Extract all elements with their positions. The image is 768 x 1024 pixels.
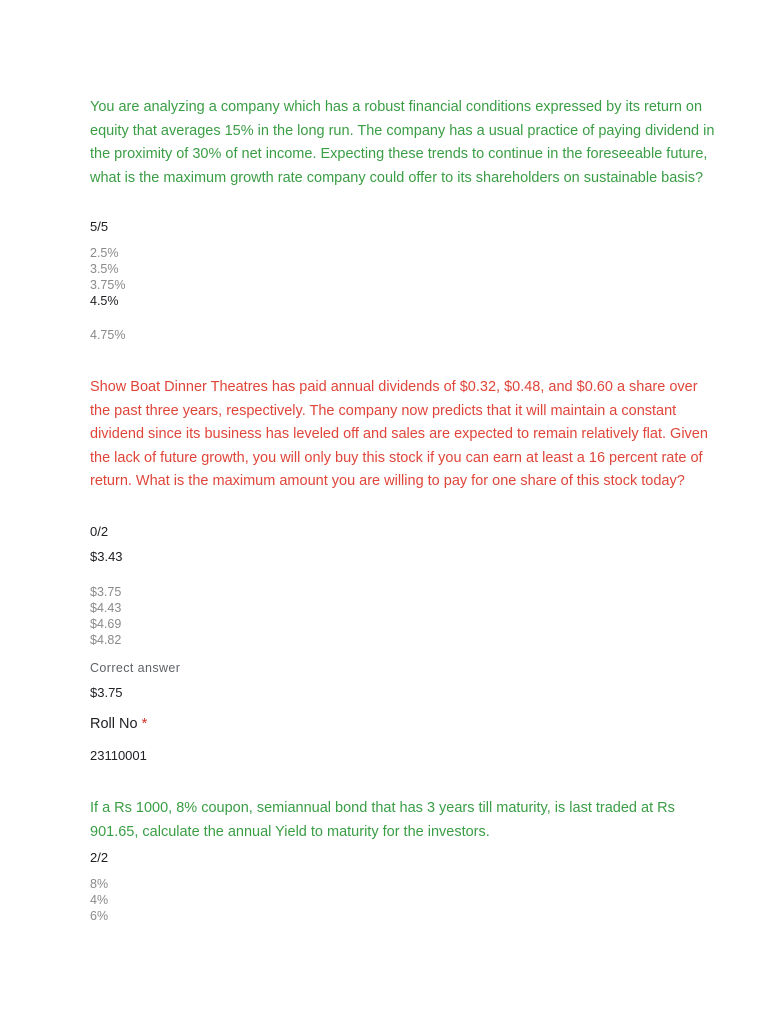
question-2-selected-answer: $3.43 (90, 549, 123, 564)
question-1-text: You are analyzing a company which has a robust financial conditions expressed by its return on equity that averages 15% in the long run. The company has a usual practice of paying dividend in the proximity of 30% of net income. Expecting these trends to continue in the foreseeable future, what is the maximum growth rate company could offer to its shareholders on sustainable basis? (90, 99, 715, 186)
question-1-option: 3.5% (90, 262, 119, 276)
question-3-options (90, 876, 108, 924)
question-2-option: $4.43 (90, 601, 122, 615)
question-3-option: 8% (90, 877, 109, 891)
question-2-score: 0/2 (90, 524, 109, 539)
question-2-options (90, 584, 121, 648)
roll-no-label (90, 716, 147, 732)
question-1-score: 5/5 (90, 219, 109, 234)
question-1-option: 4.75% (90, 328, 126, 342)
question-2-text: Show Boat Dinner Theatres has paid annual dividends of $0.32, $0.48, and $0.60 a share over the past three years, respectively. The company now predicts that it will maintain a constant dividend since its business has leveled off and sales are expected to remain relatively flat. Given the lack of future growth, you will only buy this stock if you can earn at least a 16 percent rate of return. What is the maximum amount you are willing to pay for one share of this stock today? (90, 379, 708, 489)
question-1-options (90, 245, 125, 309)
roll-no-label-text: Roll No (90, 716, 138, 732)
question-1-option: 3.75% (90, 278, 126, 292)
question-1-option: 2.5% (90, 246, 119, 260)
correct-answer-value: $3.75 (90, 685, 123, 700)
roll-no-value: 23110001 (90, 748, 147, 763)
question-2-option: $3.75 (90, 585, 122, 599)
required-asterisk: * (141, 716, 148, 732)
question-3-score: 2/2 (90, 850, 109, 865)
correct-answer-label: Correct answer (90, 661, 181, 675)
question-3-option: 6% (90, 909, 109, 923)
question-3-text: If a Rs 1000, 8% coupon, semiannual bond that has 3 years till maturity, is last traded at Rs 901.65, calculate the annual Yield to maturity for the investors. (90, 800, 675, 840)
question-2-option: $4.82 (90, 633, 122, 647)
question-1-selected-option: 4.5% (90, 294, 119, 308)
question-3-option: 4% (90, 893, 109, 907)
question-2-option: $4.69 (90, 617, 122, 631)
